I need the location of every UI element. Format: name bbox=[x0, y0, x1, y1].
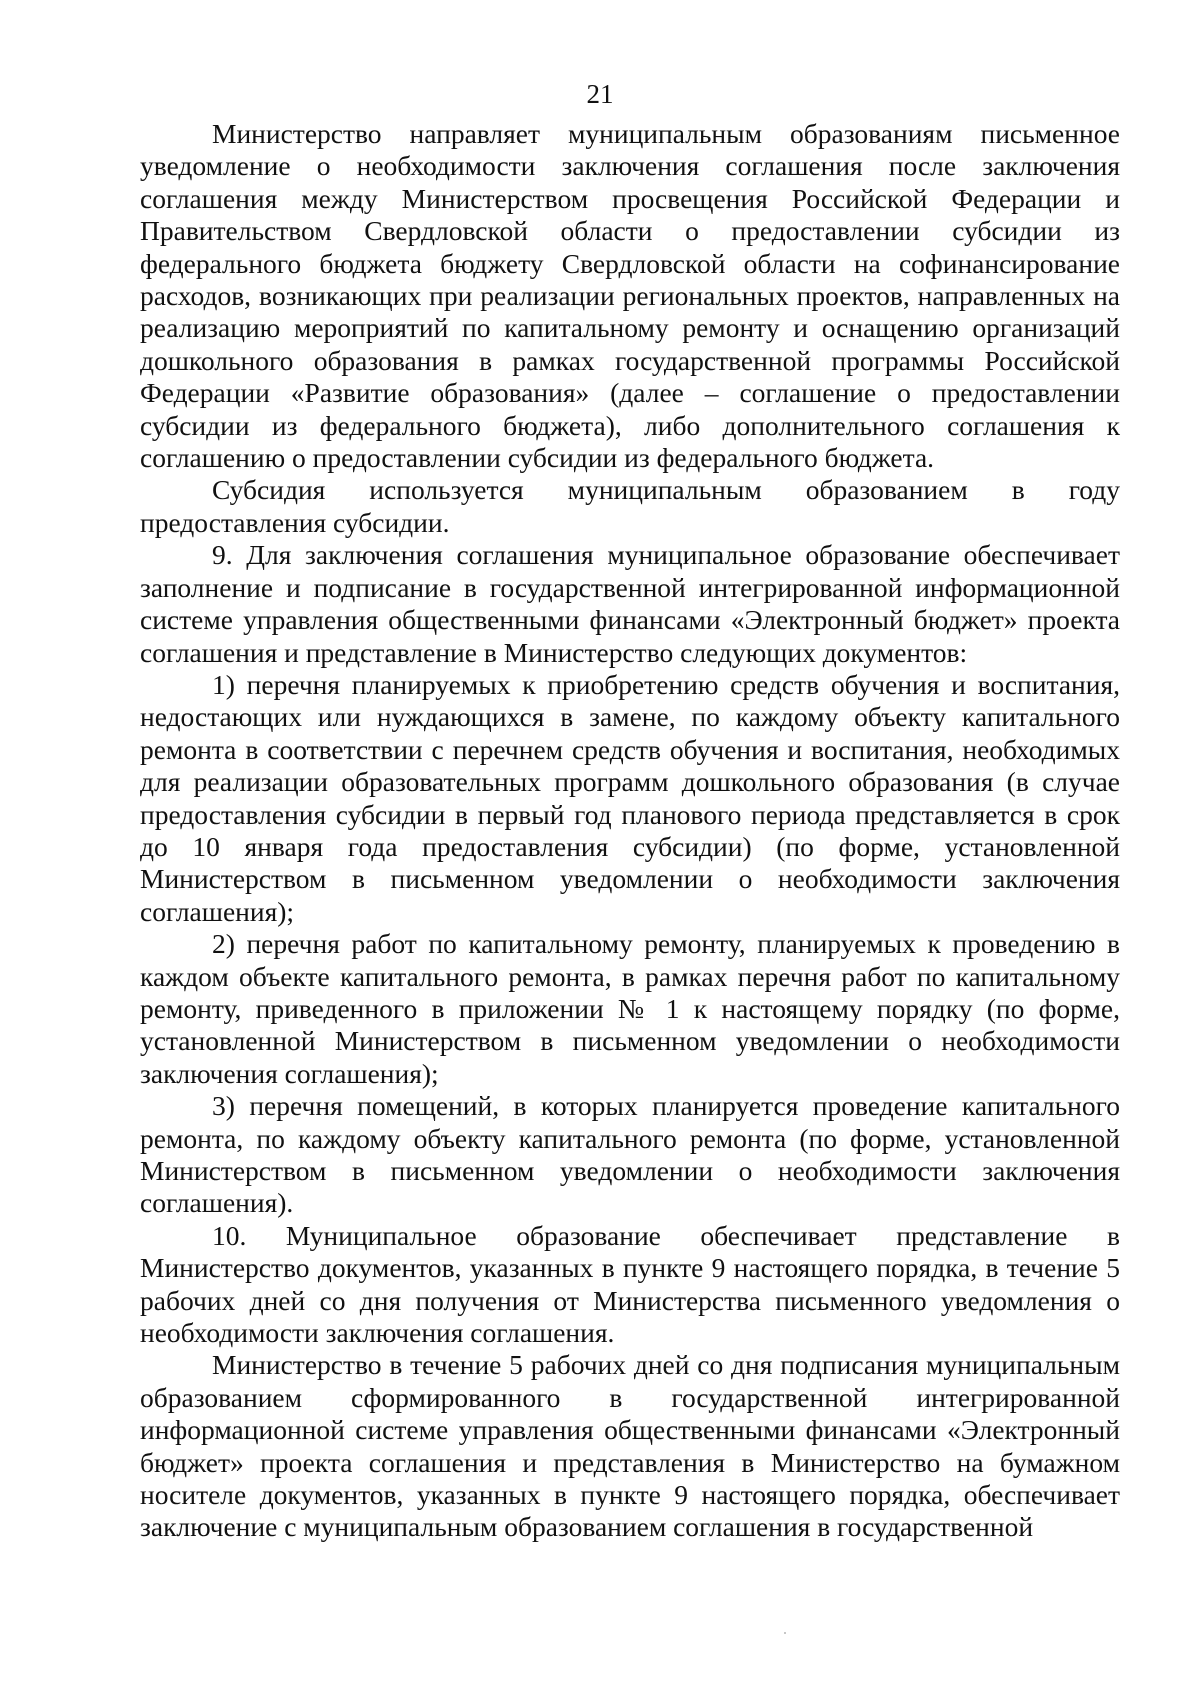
paragraph-subitem-3: 3) перечня помещений, в которых планируется проведение капитального ремонта, по каждому объекту капитального ремонта (по форме, установленной Министерством в письменном уведомлении о необходимости заключения соглашения). bbox=[140, 1090, 1120, 1219]
paragraph-ministry-agreement: Министерство в течение 5 рабочих дней со дня подписания муниципальным образованием сформированного в государственной интегрированной информационной системе управления общественными финансами «Электронный бюджет» проекта соглашения и представления в Министерство на бумажном носителе документов, указанных в пункте 9 настоящего порядка, обеспечивает заключение с муниципальным образованием соглашения в государственной bbox=[140, 1349, 1120, 1543]
paragraph-ministry-notification: Министерство направляет муниципальным образованиям письменное уведомление о необходимости заключения соглашения после заключения соглашения между Министерством просвещения Российской Федерации и Правительством Свердловской области о предоставлении субсидии из федерального бюджета бюджету Свердловской области на софинансирование расходов, возникающих при реализации региональных проектов, направленных на реализацию мероприятий по капитальному ремонту и оснащению организаций дошкольного образования в рамках государственной программы Российской Федерации «Развитие образования» (далее – соглашение о предоставлении субсидии из федерального бюджета), либо дополнительного соглашения к соглашению о предоставлении субсидии из федерального бюджета. bbox=[140, 118, 1120, 474]
paragraph-subitem-1: 1) перечня планируемых к приобретению средств обучения и воспитания, недостающих или нуждающихся в замене, по каждому объекту капитального ремонта в соответствии с перечнем средств обучения и воспитания, необходимых для реализации образовательных программ дошкольного образования (в случае предоставления субсидии в первый год планового периода представляется в срок до 10 января года предоставления субсидии) (по форме, установленной Министерством в письменном уведомлении о необходимости заключения соглашения); bbox=[140, 668, 1120, 927]
page-number: 21 bbox=[586, 79, 614, 109]
paragraph-item-9: 9. Для заключения соглашения муниципальное образование обеспечивает заполнение и подписание в государственной интегрированной информационной системе управления общественными финансами «Электронный бюджет» проекта соглашения и представление в Министерство следующих документов: bbox=[140, 539, 1120, 668]
scan-speck bbox=[784, 1632, 786, 1634]
paragraph-item-10: 10. Муниципальное образование обеспечивает представление в Министерство документов, указанных в пункте 9 настоящего порядка, в течение 5 рабочих дней со дня получения от Министерства письменного уведомления о необходимости заключения соглашения. bbox=[140, 1219, 1120, 1349]
paragraph-subsidy-usage: Субсидия используется муниципальным образованием в году предоставления субсидии. bbox=[140, 474, 1120, 538]
paragraph-subitem-2: 2) перечня работ по капитальному ремонту, планируемых к проведению в каждом объекте капитального ремонта, в рамках перечня работ по капитальному ремонту, приведенного в приложении № 1 к настоящему порядку (по форме, установленной Министерством в письменном уведомлении о необходимости заключения соглашения); bbox=[140, 928, 1120, 1089]
document-body bbox=[140, 118, 1120, 1544]
